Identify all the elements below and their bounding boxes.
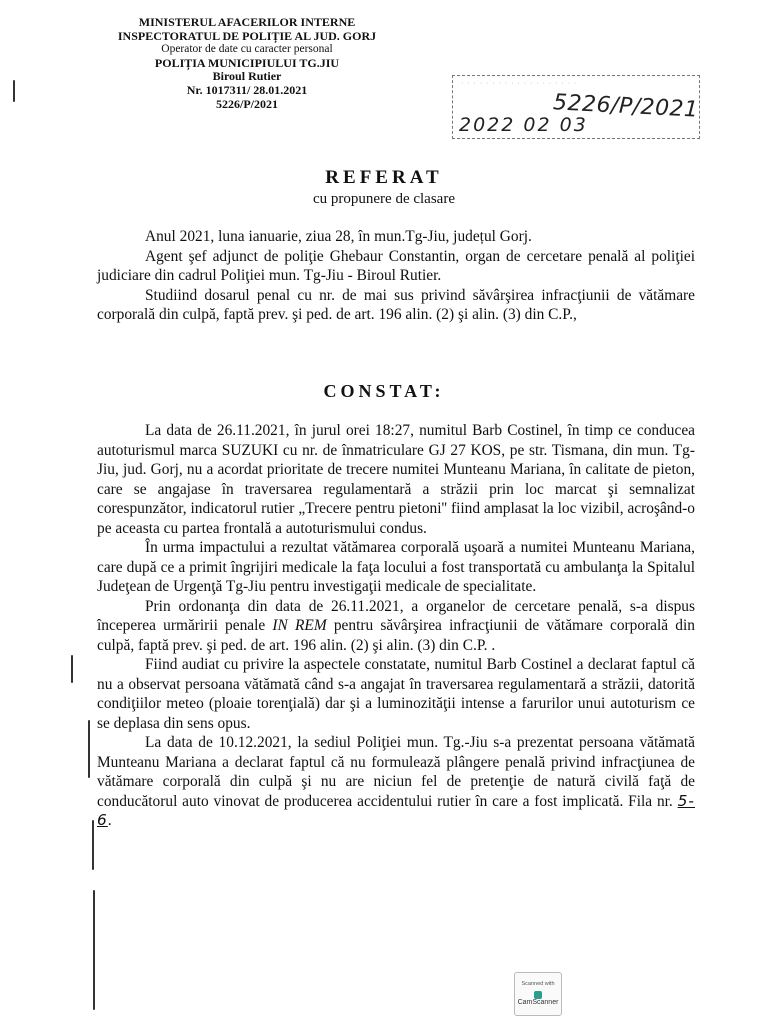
margin-pen-mark [92,820,94,870]
header-ministry: MINISTERUL AFACERILOR INTERNE [138,15,356,29]
header-police: POLIȚIA MUNICIPIULUI TG.JIU [154,55,340,70]
header-department: Biroul Rutier [212,69,282,84]
scanner-brand-name: CamScanner [517,999,559,1006]
camscanner-logo-icon [534,991,542,999]
finding-paragraph-ordinance [97,597,695,656]
header-inspectorate: INSPECTORATUL DE POLIȚIE AL JUD. GORJ [117,28,377,43]
scanner-badge [514,972,562,1016]
registration-stamp [452,75,700,139]
intro-paragraph-officer: Agent şef adjunct de poliţie Ghebaur Constantin, organ de cercetare penală al poliţiei judiciare din cadrul Poliţiei mun. Tg-Jiu - Biroul Rutier. [97,247,695,284]
margin-pen-mark [71,655,73,683]
stamp-handwritten-date: 2022 02 03 [459,114,588,136]
finding-paragraph-incident: La data de 26.11.2021, în jurul orei 18:27, numitul Barb Costinel, în timp ce conducea autoturismul marca SUZUKI cu nr. de înmatriculare GJ 27 KOS, pe str. Tismana, din mun. Tg-Jiu, jud. Gorj, nu a acordat prioritate de trecere numitei Munteanu Mariana, în calitate de pieton, care se angajase în traversarea regulamentară a străzii prin loc marcat şi semnalizat corespunzător, indicatorul rutier „Trecere pentru pietoni'' fiind amplasat la loc vizibil, acroşând-o pe aceasta cu partea frontală a autoturismului condus. [97,422,695,537]
institution-header [92,16,402,111]
scanner-brand [515,991,561,1006]
stamp-faint-print: · · · · · · · · · · · · · · · · · · · [461,80,578,87]
finding-paragraph-statement: Fiind audiat cu privire la aspectele constatate, numitul Barb Costinel a declarat faptul că nu a observat persoana vătămată când s-a angajat în traversarea regulamentară a străzii, datorită condiţiilor meteo (ploaie torenţială) dar şi a luminozităţii intense a farurilor unui autoturism ce se deplasa din sens opus. [97,656,695,732]
margin-pen-mark [13,80,15,102]
document-subtitle: cu propunere de clasare [312,191,455,207]
victim-text-end: . [107,812,112,829]
header-registration-number: Nr. 1017311/ 28.01.2021 [186,82,308,97]
intro-paragraph-case: Studiind dosarul penal cu nr. de mai sus privind săvârşirea infracţiunii de vătămare corporală din culpă, faptă prev. şi ped. de art. 196 alin. (2) şi alin. (3) din C.P., [97,286,695,323]
stamp-handwritten-number: 5226/P/2021 [552,90,700,123]
victim-text: La data de 10.12.2021, la sediul Poliţiei mun. Tg.-Jiu s-a prezentat persoana vătămată Munteanu Mariana a declarat faptul că nu formulează plângere penală privind infracţiunea de vătămare corporală din culpă şi nu are niciun fel de pretenţie de natură civilă faţă de conducătorul auto vinovat de producerea accidentului rutier în care a fost implicată. Fila nr. [97,734,695,810]
ordinance-text-end: pentru săvârşirea infracţiunii de vătămare corporală din culpă, faptă prev. şi ped. de art. 196 alin. (2) şi alin. (3) din C.P. . [97,617,695,654]
intro-paragraph-date: Anul 2021, luna ianuarie, ziua 28, în mun.Tg-Jiu, județul Gorj. [145,228,532,245]
finding-paragraph-victim [97,733,695,831]
header-operator: Operator de date cu caracter personal [161,43,333,56]
ordinance-text-start: Prin ordonanţa din data de 26.11.2021, a organelor de cercetare penală, s-a dispus începerea urmăririi penale [97,597,695,634]
margin-pen-mark [93,890,95,1010]
findings-section [97,421,695,831]
document-title: REFERAT [325,167,443,188]
ordinance-in-rem: IN REM [272,617,327,634]
intro-section [97,227,695,325]
scanner-label: Scanned with [521,981,555,987]
header-case-number: 5226/P/2021 [216,96,278,111]
margin-pen-mark [88,720,90,778]
finding-paragraph-injury: În urma impactului a rezultat vătămarea corporală uşoară a numitei Munteanu Mariana, care după ce a primit îngrijiri medicale la faţa locului a fost transportată cu ambulanţa la Spitalul Judeţean de Urgenţă Tg-Jiu pentru investigaţii medicale de specialitate. [97,539,695,595]
section-title-constat: CONSTAT: [323,381,445,401]
handwritten-page-reference: 5-6 [97,791,695,829]
